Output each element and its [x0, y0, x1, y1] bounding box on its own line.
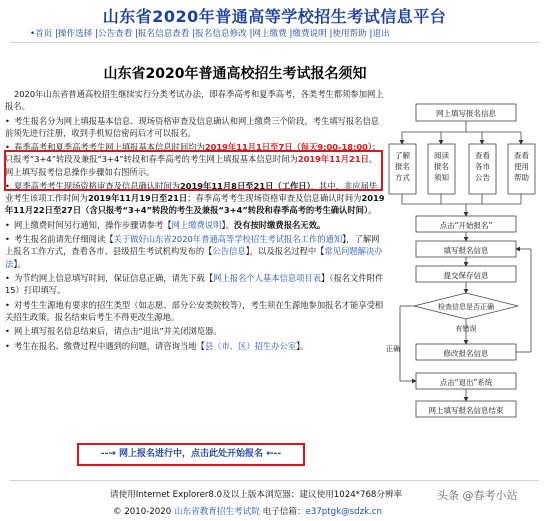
nav-help[interactable]: |使用帮助 [329, 29, 367, 39]
flow-step3-label: 提交保存信息 [443, 271, 489, 280]
nav-info-view[interactable]: |报名信息查看 [135, 29, 190, 39]
nav-payment-guide[interactable]: |缴费说明 [289, 29, 327, 39]
footer-divider [10, 480, 539, 481]
flow-correct-label: 正确 [386, 345, 400, 353]
faq-link[interactable]: 常见问题解决办法 [5, 246, 383, 269]
notice-item: • 考生报名分为网上填报基本信息、现场资格审查及信息确认和网上缴费三个阶段。考生填写报名信息前须先进行注册，收到手机短信密码后才可以报名。 [5, 115, 380, 138]
registration-notice-link[interactable]: 关于做好山东省2020年普通高等学校招生考试报名工作的通知 [113, 234, 343, 245]
flow-step1-label: 点击“开始报名” [439, 221, 493, 230]
flow-start-label: 网上填写报名信息 [436, 109, 496, 118]
top-nav [30, 27, 530, 39]
nav-info-edit[interactable]: |报名信息修改 [192, 29, 247, 39]
nav-home[interactable]: •首页 [30, 29, 53, 39]
flow-check-label: 检查信息是否正确 [438, 303, 494, 311]
notice-item: • 考生报名前请先仔细阅读【关于做好山东省2020年普通高等学校招生考试报名工作的通知】，了解网上报名工作方式，查看各市、县级招生考试机构发布的【公告信息】，以及报名过程中【常见问题解决办法】。 [5, 234, 383, 269]
notice-item: • 为节约网上信息填写时间，保证信息正确，请先下载【网上报名个人基本信息项目表】（报名文件附件15）打印填写。 [5, 272, 384, 296]
browser-note: 请使用Internet Explorer8.0及以上版本浏览器；建议使用1024*768分辨率 [110, 490, 403, 500]
flow-option-label: 查看使用帮助 [514, 151, 529, 182]
flow-step2-label: 填写报名信息 [443, 246, 489, 255]
email-link[interactable]: e37ptgk@sdzk.cn [305, 507, 382, 517]
county-office-link[interactable]: 县（市、区）招生办公室 [204, 340, 297, 351]
notice-item: • 考生在报名、缴费过程中遇到的问题，请咨询当地【县（市、区）招生办公室】。 [5, 340, 309, 351]
exam-institute-link[interactable]: 山东省教育招生考试院 [173, 507, 260, 517]
flow-error-label: 有错误 [455, 325, 477, 333]
announcement-link[interactable]: 公告信息 [212, 246, 246, 257]
notice-item: • 网上填写报名信息结束后，请点击“退出”并关闭浏览器。 [5, 326, 222, 337]
nav-exit[interactable]: |退出 [369, 29, 390, 39]
nav-online-payment[interactable]: |网上缴费 [249, 29, 287, 39]
nav-operation-select[interactable]: |操作选择 [55, 29, 93, 39]
flow-end-label: 网上填写报名信息结束 [428, 406, 504, 415]
notice-item-highlighted: • 春季高考和夏季高考考生网上填报基本信息时间均为2019年11月1日至7日（每天9:00-18:00）；只报考“3+4”转段及兼报“3+4”转段和春季高考的考生网上填报基本信息时间为2019年11月21日。网上填写报考信息操作步骤如右图所示。 [5, 142, 381, 177]
header-divider [10, 42, 539, 43]
registration-flowchart [386, 98, 546, 438]
notice-item: • 对考生生源地有要求的招生类型（如志愿、部分公安类院校等），考生须在生源地参加报名才能享受相关招生政策。报名结束后考生不得更改生源地。 [5, 299, 384, 322]
notice-item: • 夏季高考考生现场资格审查及信息确认时间为2019年11月8日至21日（工作日），其中，非应届毕业考生该项工作时间为2019年11月19日至21日；春季高考考生现场资格审查及信息确认时间为2019年11月22日至27日（含只报考“3+4”转段的考生及兼报“3+4”转段和春季高考的考生确认时间）。 [5, 180, 385, 216]
watermark: 头条 @春考小站 [437, 489, 518, 502]
nav-notice-view[interactable]: |公告查看 [95, 29, 133, 39]
flow-exit-label: 点击“退出”系统 [439, 378, 493, 387]
flow-fix-label: 修改报名信息 [443, 349, 489, 358]
flow-option-label: 了解报名方式 [395, 151, 410, 182]
notice-title: 山东省2020年普通高校招生考试报名须知 [103, 66, 367, 82]
notice-item: • 网上缴费时间另行通知，操作步骤请参考【网上缴费说明】。没有按时缴费报名无效。 [5, 219, 326, 230]
notice-body [5, 88, 385, 354]
site-title: 山东省2020年普通高等学校招生考试信息平台 [102, 7, 447, 26]
start-registration-button[interactable]: --→ 网上报名进行中，点击此处开始报名 ←-- [77, 443, 305, 466]
payment-guide-link[interactable]: 网上缴费说明 [171, 219, 222, 230]
copyright: © 2010-2020 山东省教育招生考试院 电子信箱：e37ptgk@sdzk.cn [113, 507, 382, 517]
flow-option-label: 阅读报名须知 [434, 151, 449, 182]
notice-item: 2020年山东省普通高校招生继续实行分类考试办法，即春季高考和夏季高考，各类考生都须参加网上报名。 [5, 89, 384, 112]
flow-option-label: 查看各市公告 [475, 151, 490, 182]
info-form-link[interactable]: 网上报名个人基本信息项目表 [213, 272, 322, 283]
